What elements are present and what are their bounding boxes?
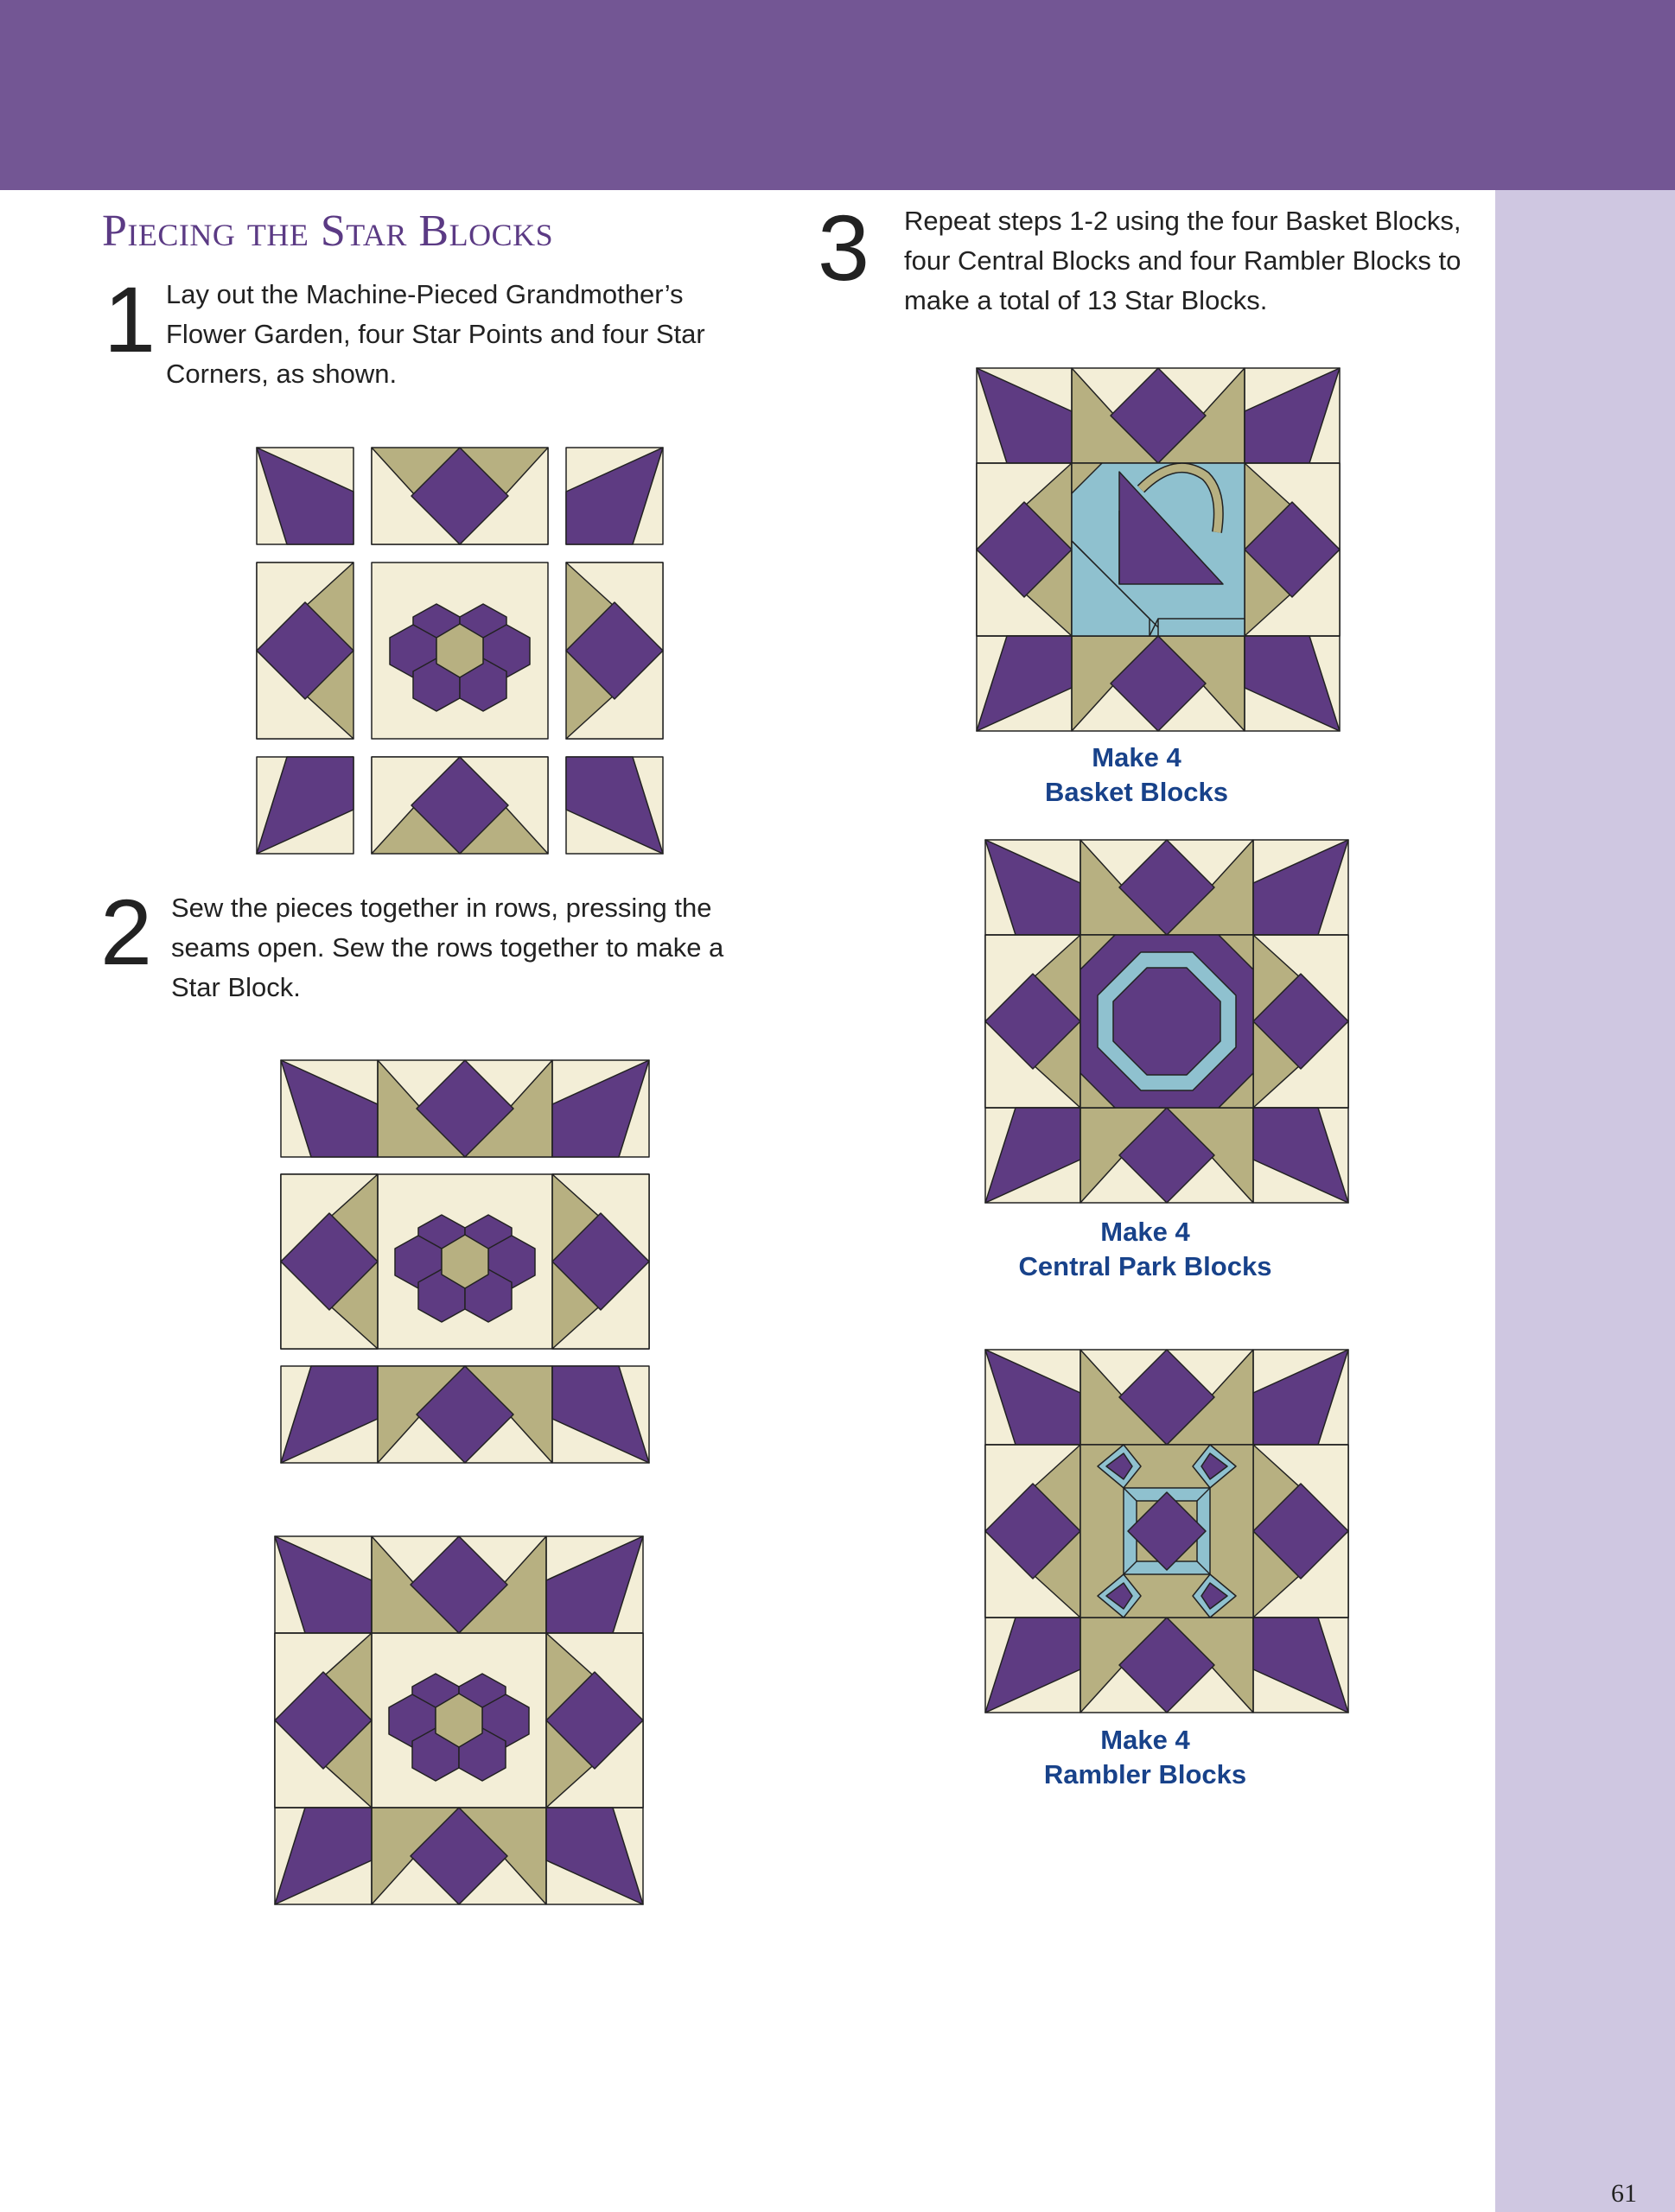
basket-caption xyxy=(977,741,1296,810)
rambler-caption xyxy=(985,1723,1305,1792)
rambler-block xyxy=(985,1350,1348,1713)
header-band xyxy=(0,0,1675,190)
section-title: Piecing the Star Blocks xyxy=(102,207,554,256)
basket-caption-line1: Make 4 xyxy=(1092,742,1181,772)
page-number: 61 xyxy=(1611,2179,1637,2208)
basket-caption-line2: Basket Blocks xyxy=(1045,777,1228,807)
finished-star-block xyxy=(275,1536,643,1904)
central-park-block xyxy=(985,840,1348,1203)
figure-2-rows xyxy=(281,1060,649,1463)
step-2-number: 2 xyxy=(100,880,153,984)
rambler-caption-line1: Make 4 xyxy=(1100,1725,1190,1755)
rambler-caption-line2: Rambler Blocks xyxy=(1043,1759,1247,1789)
central-park-caption-line1: Make 4 xyxy=(1100,1217,1190,1247)
step-2-text: Sew the pieces together in rows, pressing the seams open. Sew the rows together to make a Star Block. xyxy=(171,893,724,1002)
central-park-caption-line2: Central Park Blocks xyxy=(1018,1251,1272,1281)
basket-block xyxy=(977,368,1340,731)
figure-1-layout xyxy=(257,448,663,854)
step-3-number: 3 xyxy=(818,195,870,300)
step-1-text: Lay out the Machine-Pieced Grandmother’s Flower Garden, four Star Points and four Star Corners, as shown. xyxy=(166,279,705,389)
step-3-text: Repeat steps 1-2 using the four Basket Blocks, four Central Blocks and four Rambler Blocks to make a total of 13 Star Blocks. xyxy=(904,206,1462,315)
step-1-number: 1 xyxy=(104,267,156,372)
sidebar-band xyxy=(1495,190,1675,2212)
central-park-caption xyxy=(985,1215,1305,1284)
